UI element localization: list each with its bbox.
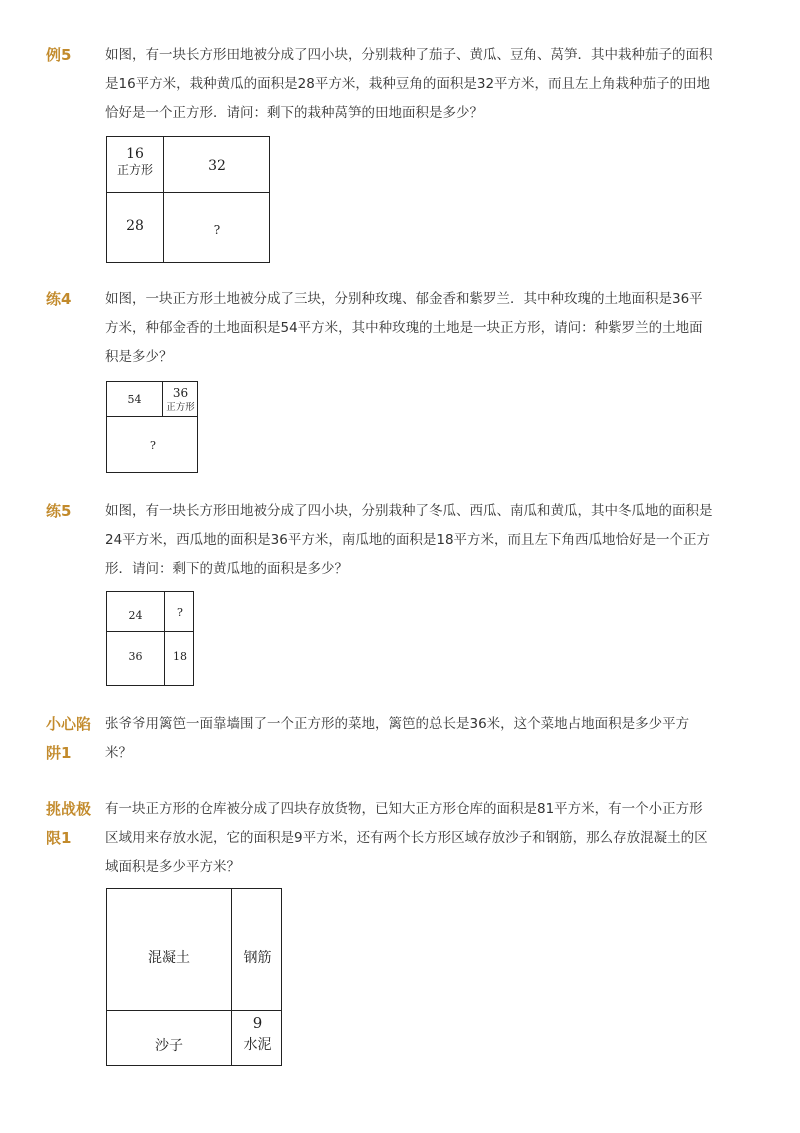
diagram-field-4-parts bbox=[106, 591, 194, 686]
problem-text: 有一块正方形的仓库被分成了四块存放货物，已知大正方形仓库的面积是81平方米，有一个小正方形区域用来存放水泥，它的面积是9平方米，还有两个长方形区域存放沙子和钢筋，那么存放混凝土的区域面积是多少平方米？ bbox=[105, 801, 708, 875]
cell-region-name: 钢筋 bbox=[243, 950, 272, 966]
problem-label: 小心陷阱1 bbox=[46, 715, 92, 762]
cell-area-value: 9 bbox=[252, 1014, 263, 1032]
cell-area-value: 32 bbox=[208, 158, 226, 174]
cell-unknown: ? bbox=[150, 439, 156, 452]
cell-area-value: 36 bbox=[172, 386, 189, 400]
problem-label: 挑战极限1 bbox=[46, 800, 92, 847]
cell-area-value: 24 bbox=[128, 609, 143, 622]
diagram-field-4-parts bbox=[106, 136, 270, 263]
problem-label: 例5 bbox=[46, 46, 72, 64]
problem-text: 如图，有一块长方形田地被分成了四小块，分别栽种了冬瓜、西瓜、南瓜和黄瓜，其中冬瓜地的面积是24平方米，西瓜地的面积是36平方米，南瓜地的面积是18平方米，而且左下角西瓜地恰好是一个正方形．请问：剩下的黄瓜地的面积是多少？ bbox=[105, 503, 713, 577]
problem-text: 如图，有一块长方形田地被分成了四小块，分别栽种了茄子、黄瓜、豆角、莴笋．其中栽种茄子的面积是16平方米，栽种黄瓜的面积是28平方米，栽种豆角的面积是32平方米，而且左上角栽种茄子的田地恰好是一个正方形．请问：剩下的栽种莴笋的田地面积是多少？ bbox=[105, 47, 713, 121]
problem-text: 张爷爷用篱笆一面靠墙围了一个正方形的菜地，篱笆的总长是36米，这个菜地占地面积是多少平方米？ bbox=[105, 716, 690, 761]
cell-unknown: ? bbox=[177, 606, 183, 619]
cell-area-value: 28 bbox=[126, 218, 144, 234]
diagram-warehouse-4-parts bbox=[106, 888, 282, 1066]
problem-label: 练5 bbox=[46, 502, 72, 520]
problem-label: 练4 bbox=[46, 290, 72, 308]
diagram-square-3-parts bbox=[106, 381, 198, 473]
cell-area-value: 36 bbox=[128, 650, 143, 663]
cell-region-name: 水泥 bbox=[243, 1036, 272, 1053]
cell-area-value: 16 bbox=[126, 146, 144, 162]
cell-square-note: 正方形 bbox=[166, 401, 195, 413]
cell-square-note: 正方形 bbox=[116, 163, 153, 178]
problem-text: 如图，一块正方形土地被分成了三块，分别种玫瑰、郁金香和紫罗兰．其中种玫瑰的土地面积是36平方米，种郁金香的土地面积是54平方米，其中种玫瑰的土地是一块正方形，请问：种紫罗兰的土地面积是多少？ bbox=[105, 291, 703, 365]
cell-region-name: 混凝土 bbox=[148, 950, 190, 966]
cell-area-value: 54 bbox=[127, 393, 142, 406]
cell-region-name: 沙子 bbox=[155, 1038, 183, 1054]
cell-area-value: 18 bbox=[173, 650, 187, 663]
cell-unknown: ? bbox=[213, 223, 221, 237]
